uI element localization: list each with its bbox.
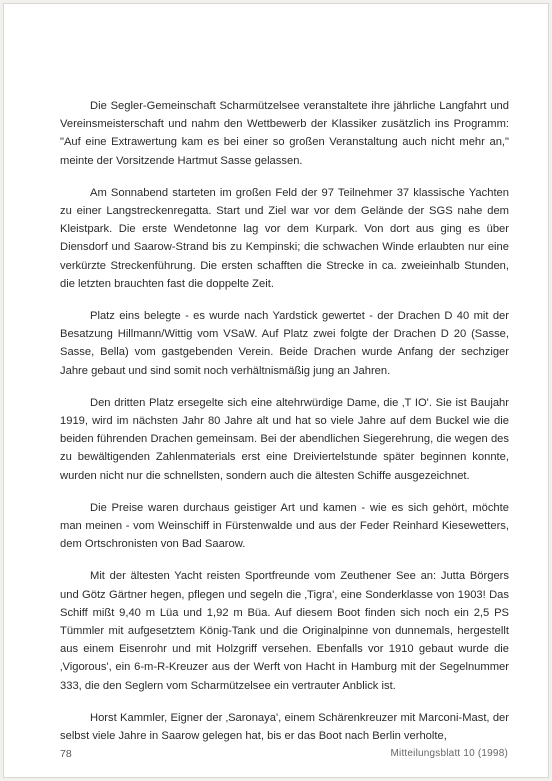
page-footer [60,748,508,760]
paragraph: Mit der ältesten Yacht reisten Sportfreunde vom Zeuthener See an: Jutta Börgers und Götz Gärtner hegen, pflegen und segeln die ‚Tigra', eine Sonderklasse von 1903! Das Schiff mißt 9,40 m Lüa und 1,92 m Büa. Auf diesem Boot finden sich noch ein 2,5 PS Tümmler mit aufgesetztem König-Tank und die Originalpinne von dunnemals, hergestellt aus einem Eisenrohr und mit Holzgriff versehen. Ebenfalls vor 1910 gebaut wurde die ‚Vigorous', ein 6-m-R-Kreuzer aus der Werft von Hacht in Hamburg mit der Segelnummer 333, die den Seglern vom Scharmützelsee ein vertrauter Anblick ist. [60,570,509,692]
publication-name: Mitteilungsblatt 10 (1998) [390,748,508,759]
page-number: 78 [60,748,72,760]
article-body [60,97,509,759]
paragraph: Den dritten Platz ersegelte sich eine altehrwürdige Dame, die ‚T IO'. Sie ist Baujahr 1919, wird im nächsten Jahr 80 Jahre alt und hat so viele Jahre auf dem Buckel wie die beiden führenden Drachen gemeinsam. Bei der abendlichen Siegerehrung, die wegen des zu bewältigenden Zahlenmaterials erst eine Dreiviertelstunde später beginnen konnte, wurden nicht nur die schnellsten, sondern auch die ältesten Schiffe ausgezeichnet. [60,396,509,482]
paragraph: Horst Kammler, Eigner der ‚Saronaya', einem Schärenkreuzer mit Marconi-Mast, der selbst viele Jahre in Saarow gelegen hat, bis er das Boot nach Berlin verholte, [60,711,509,743]
paragraph: Die Segler-Gemeinschaft Scharmützelsee veranstaltete ihre jährliche Langfahrt und Vereinsmeisterschaft und nahm den Wettbewerb der Klassiker zusätzlich ins Programm: "Auf eine Extrawertung kam es bei einer so großen Veranstaltung auch nicht mehr an," meinte der Vorsitzende Hartmut Sasse gelassen. [60,100,509,167]
document-page [4,4,548,777]
paragraph: Platz eins belegte - es wurde nach Yardstick gewertet - der Drachen D 40 mit der Besatzung Hillmann/Wittig vom VSaW. Auf Platz zwei folgte der Drachen D 20 (Sasse, Sasse, Bella) vom gastgebenden Verein. Beide Drachen wurde Anfang der sechziger Jahre gebaut und sind somit noch verhältnismäßig jung an Jahren. [60,310,509,377]
paragraph: Am Sonnabend starteten im großen Feld der 97 Teilnehmer 37 klassische Yachten zu einer Langstreckenregatta. Start und Ziel war vor dem Gelände der SGS nahe dem Kleistpark. Die erste Wendetonne lag vor dem Kurpark. Von dort aus ging es über Diensdorf und Saarow-Strand bis zu Kempinski; die schwachen Winde erlaubten nur eine verkürzte Streckenführung. Die ersten schafften die Strecke in ca. zweieinhalb Stunden, die letzten brauchten fast die doppelte Zeit. [60,186,509,290]
paragraph: Die Preise waren durchaus geistiger Art und kamen - wie es sich gehört, möchte man meinen - vom Weinschiff in Fürstenwalde und aus der Feder Reinhard Kiesewetters, dem Ortschronisten von Bad Saarow. [60,501,509,551]
